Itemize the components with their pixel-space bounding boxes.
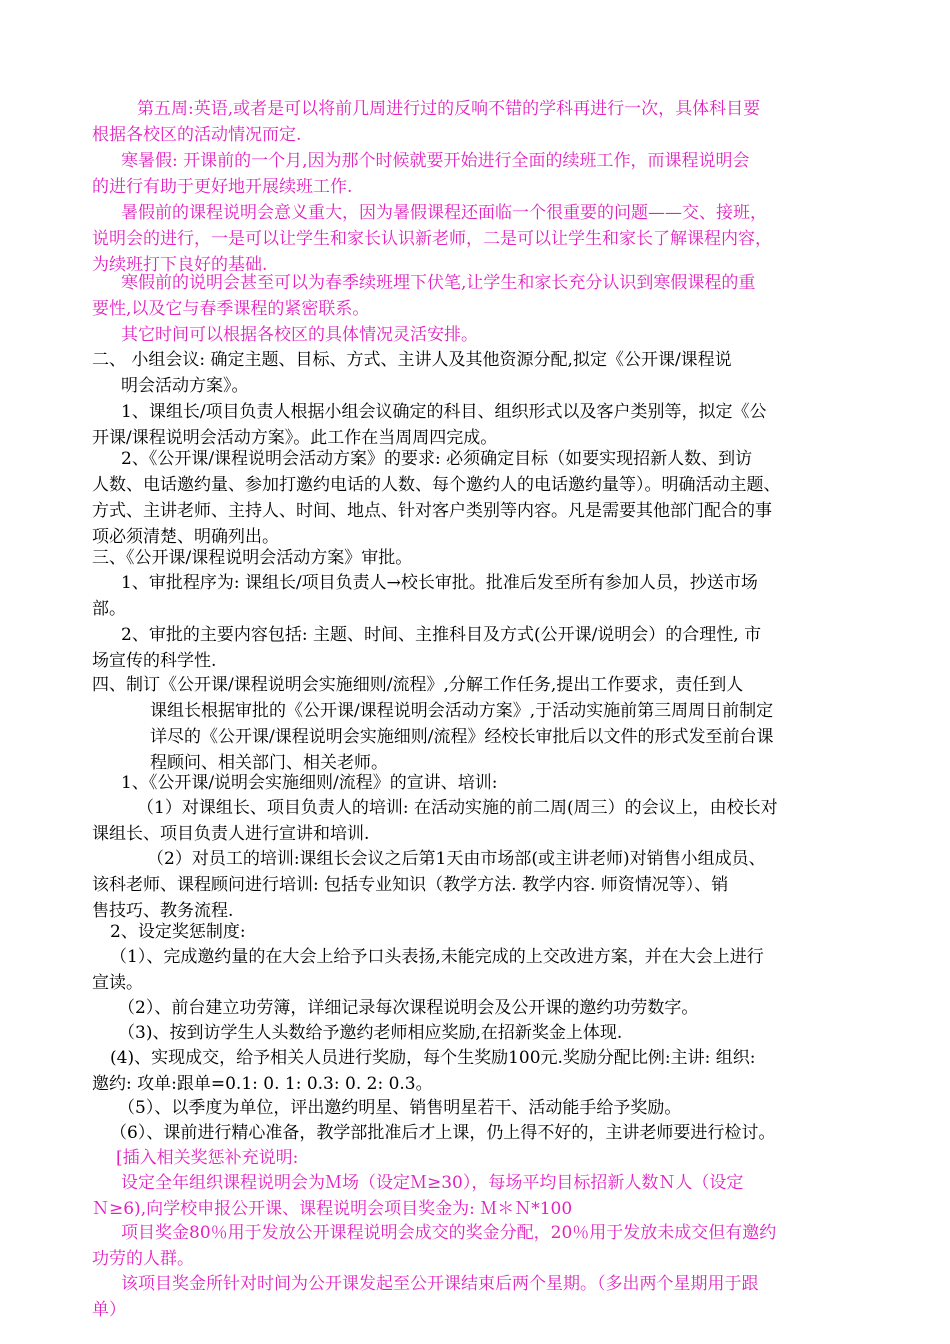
line: [插入相关奖惩补充说明: <box>116 1148 299 1168</box>
line: （3)、按到访学生人头数给予邀约老师相应奖励,在招新奖金上体现. <box>118 1023 623 1043</box>
line: 设定全年组织课程说明会为Ｍ场（设定Ｍ≥30），每场平均目标招新人数Ｎ人（设定 <box>121 1173 744 1193</box>
line: 2、审批的主要内容包括: 主题、时间、主推科目及方式(公开课/说明会）的合理性, 市 <box>121 625 762 645</box>
line: 2、设定奖惩制度: <box>110 922 246 942</box>
section-4-heading <box>0 672 773 776</box>
line: 寒假前的说明会甚至可以为春季续班埋下伏笔,让学生和家长充分认识到寒假课程的重 <box>121 273 756 293</box>
section-4-item-1 <box>0 770 498 796</box>
pink-para-summer <box>0 200 772 278</box>
line: 根据各校区的活动情况而定. <box>92 125 302 145</box>
line: 其它时间可以根据各校区的具体情况灵活安排。 <box>121 325 478 345</box>
section-3-item-1 <box>0 570 758 622</box>
reward-5 <box>0 1095 681 1121</box>
reward-3 <box>0 1020 622 1046</box>
pink-insert-para-2 <box>0 1220 776 1272</box>
pink-para-pre-winter <box>0 270 755 322</box>
section-4-item-2 <box>0 919 246 945</box>
line: （6）、课前进行精心准备，教学部批准后才上课，仍上得不好的，主讲老师要进行检讨。 <box>110 1123 776 1143</box>
line: 第五周:英语,或者是可以将前几周进行过的反响不错的学科再进行一次，具体科目要 <box>137 99 761 119</box>
line: 课组长、项目负责人进行宣讲和培训. <box>92 824 370 844</box>
line: 1、课组长/项目负责人根据小组会议确定的科目、组织形式以及客户类别等，拟定《公 <box>121 402 767 422</box>
section-2-item-1 <box>0 399 767 451</box>
line: 二、 小组会议: 确定主题、目标、方式、主讲人及其他资源分配,拟定《公开课/课程说 <box>92 350 732 370</box>
reward-6 <box>0 1120 775 1146</box>
line: 1、《公开课/说明会实施细则/流程》的宣讲、培训: <box>121 773 498 793</box>
line: 明会活动方案》。 <box>121 376 249 396</box>
line: 方式、主讲老师、主持人、时间、地点、针对客户类别等内容。凡是需要其他部门配合的事 <box>92 501 772 521</box>
line: （2）对员工的培训:课组长会议之后第1天由市场部(或主讲老师)对销售小组成员、 <box>147 849 766 869</box>
pink-insert-para-1 <box>0 1170 743 1222</box>
line: 该项目奖金所针对时间为公开课发起至公开课结束后两个星期。（多出两个星期用于跟 <box>121 1274 759 1294</box>
section-3-heading <box>0 545 412 571</box>
line: 暑假前的课程说明会意义重大，因为暑假课程还面临一个很重要的问题——交、接班， <box>121 203 767 223</box>
line: 详尽的《公开课/课程说明会实施细则/流程》经校长审批后以文件的形式发至前台课 <box>150 727 774 747</box>
line: 课组长根据审批的《公开课/课程说明会活动方案》,于活动实施前第三周周日前制定 <box>150 701 774 721</box>
section-2-item-2 <box>0 446 781 550</box>
line: 1、审批程序为: 课组长/项目负责人→校长审批。批准后发至所有参加人员，抄送市场 <box>121 573 758 593</box>
line: 的进行有助于更好地开展续班工作. <box>92 177 353 197</box>
section-2-heading <box>0 347 732 399</box>
line: 人数、电话邀约量、参加打邀约电话的人数、每个邀约人的电话邀约量等）。明确活动主题、 <box>92 475 781 495</box>
reward-2 <box>0 995 698 1021</box>
section-3-item-2 <box>0 622 761 674</box>
training-2 <box>0 846 766 924</box>
line: 售技巧、教务流程. <box>92 901 234 921</box>
line: 三、《公开课/课程说明会活动方案》审批。 <box>92 548 413 568</box>
line: 要性,以及它与春季课程的紧密联系。 <box>92 299 370 319</box>
line: （1）、完成邀约量的在大会上给予口头表扬,未能完成的上交改进方案，并在大会上进行 <box>110 947 764 967</box>
reward-1 <box>0 944 764 996</box>
line: 邀约: 攻单:跟单=0.1: 0. 1: 0.3: 0. 2: 0.3。 <box>92 1074 433 1094</box>
line: （2）、前台建立功劳簿，详细记录每次课程说明会及公开课的邀约功劳数字。 <box>118 998 699 1018</box>
pink-insert-para-3 <box>0 1271 759 1323</box>
line: (4)、实现成交，给予相关人员进行奖励，每个生奖励100元.奖励分配比例:主讲: 组织: <box>110 1048 756 1068</box>
line: 单） <box>92 1300 126 1320</box>
line: 功劳的人群。 <box>92 1249 194 1269</box>
line: （1）对课组长、项目负责人的培训: 在活动实施的前二周(周三）的会议上，由校长对 <box>137 798 778 818</box>
reward-4 <box>0 1045 756 1097</box>
line: 说明会的进行，一是可以让学生和家长认识新老师，二是可以让学生和家长了解课程内容， <box>92 229 772 249</box>
line: （5）、以季度为单位，评出邀约明星、销售明星若干、活动能手给予奖励。 <box>118 1098 682 1118</box>
pink-para-week5 <box>0 96 760 148</box>
line: 该科老师、课程顾问进行培训: 包括专业知识（教学方法. 教学内容. 师资情况等）、销 <box>92 875 729 895</box>
line: 部。 <box>92 599 126 619</box>
pink-para-winter <box>0 148 750 200</box>
training-1 <box>0 795 778 847</box>
pink-para-other <box>0 322 478 348</box>
line: 四、制订《公开课/课程说明会实施细则/流程》,分解工作任务,提出工作要求，责任到人 <box>92 675 744 695</box>
pink-insert-note <box>0 1145 298 1171</box>
line: 为续班打下良好的基础. <box>92 255 268 275</box>
line: 项目奖金80％用于发放公开课程说明会成交的奖金分配，20％用于发放未成交但有邀约 <box>121 1223 777 1243</box>
line: 宣读。 <box>92 973 143 993</box>
line: 场宣传的科学性. <box>92 651 217 671</box>
line: 开课/课程说明会活动方案》。此工作在当周周四完成。 <box>92 428 498 448</box>
line: 程顾问、相关部门、相关老师。 <box>150 753 388 773</box>
line: Ｎ≥6),向学校申报公开课、课程说明会项目奖金为: Ｍ＊Ｎ*100 <box>92 1199 573 1219</box>
line: 2、《公开课/课程说明会活动方案》的要求: 必须确定目标（如要实现招新人数、到访 <box>121 449 753 469</box>
line: 寒暑假: 开课前的一个月,因为那个时候就要开始进行全面的续班工作，而课程说明会 <box>121 151 750 171</box>
line: 项必须清楚、明确列出。 <box>92 527 279 547</box>
